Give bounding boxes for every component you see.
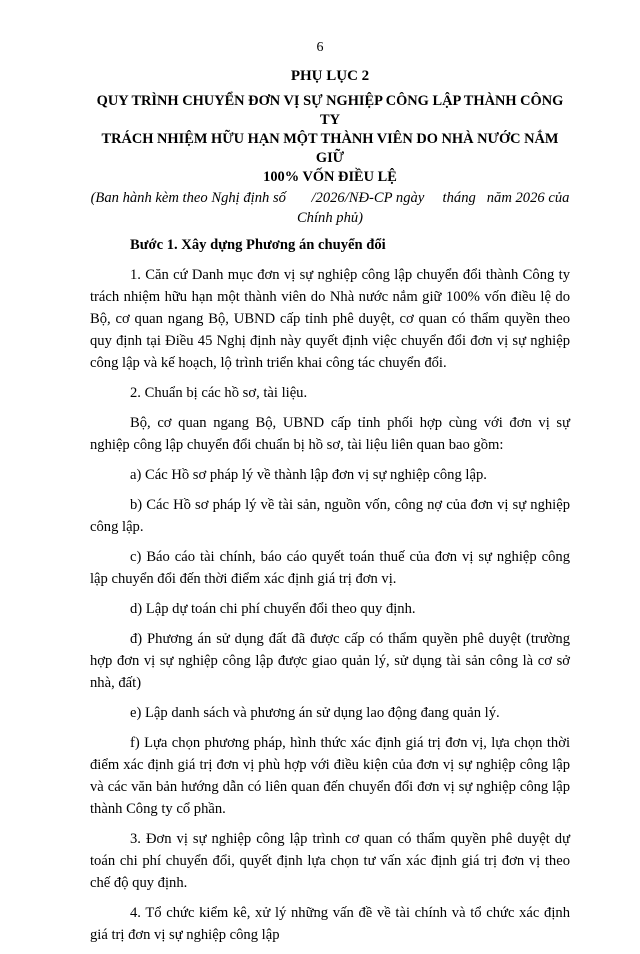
list-item-f: f) Lựa chọn phương pháp, hình thức xác định giá trị đơn vị, lựa chọn thời điểm xác định giá trị đơn vị phù hợp với điều kiện của đơn vị sự nghiệp công lập và các văn bản hướng dẫn có liên quan đến chuyển đổi đơn vị sự nghiệp công lập thành Công ty cổ phần.: [90, 735, 570, 817]
document-title-line-3: 100% VỐN ĐIỀU LỆ: [263, 169, 397, 185]
document-body: [90, 66, 570, 954]
list-item-c: c) Báo cáo tài chính, báo cáo quyết toán thuế của đơn vị sự nghiệp công lập chuyển đổi đến thời điểm xác định giá trị đơn vị.: [90, 549, 570, 587]
appendix-title: PHỤ LỤC 2: [290, 68, 370, 84]
step-heading: Bước 1. Xây dựng Phương án chuyển đổi: [130, 237, 386, 253]
list-item-d: d) Lập dự toán chi phí chuyển đổi theo quy định.: [130, 601, 416, 617]
paragraph-4: 3. Đơn vị sự nghiệp công lập trình cơ quan có thẩm quyền phê duyệt dự toán chi phí chuyển đổi, quyết định lựa chọn tư vấn xác định giá trị đơn vị theo chế độ quy định.: [90, 831, 570, 891]
paragraph-2: 2. Chuẩn bị các hồ sơ, tài liệu.: [130, 385, 308, 401]
issued-by-line-1: (Ban hành kèm theo Nghị định số /2026/NĐ-CP ngày tháng năm 2026 của: [90, 190, 570, 206]
document-title-line-1: QUY TRÌNH CHUYỂN ĐƠN VỊ SỰ NGHIỆP CÔNG LẬP THÀNH CÔNG TY: [96, 93, 564, 128]
paragraph-5: 4. Tổ chức kiểm kê, xử lý những vấn đề về tài chính và tổ chức xác định giá trị đơn vị sự nghiệp công lập: [90, 905, 570, 943]
paragraph-3: Bộ, cơ quan ngang Bộ, UBND cấp tỉnh phối hợp cùng với đơn vị sự nghiệp công lập chuyển đổi chuẩn bị hồ sơ, tài liệu liên quan bao gồm:: [90, 415, 570, 453]
list-item-e: e) Lập danh sách và phương án sử dụng lao động đang quản lý.: [130, 705, 500, 721]
list-item-a: a) Các Hồ sơ pháp lý về thành lập đơn vị sự nghiệp công lập.: [130, 467, 487, 483]
paragraph-1: 1. Căn cứ Danh mục đơn vị sự nghiệp công lập chuyển đổi thành Công ty trách nhiệm hữu hạn một thành viên do Nhà nước nắm giữ 100% vốn điều lệ do Bộ, cơ quan ngang Bộ, UBND cấp tỉnh phê duyệt, cơ quan có thẩm quyền theo quy định tại Điều 45 Nghị định này quyết định việc chuyển đổi đơn vị sự nghiệp công lập và kế hoạch, lộ trình triển khai công tác chuyển đổi.: [90, 267, 570, 371]
issued-by-line-2: Chính phủ): [296, 210, 364, 226]
list-item-dd: đ) Phương án sử dụng đất đã được cấp có thẩm quyền phê duyệt (trường hợp đơn vị sự nghiệp công lập được giao quản lý, sử dụng tài sản công là cơ sở nhà, đất): [90, 631, 570, 691]
page-number: 6: [316, 40, 324, 55]
document-title-line-2: TRÁCH NHIỆM HỮU HẠN MỘT THÀNH VIÊN DO NHÀ NƯỚC NẮM GIỮ: [101, 131, 559, 166]
issued-by-note: [90, 188, 570, 228]
list-item-b: b) Các Hồ sơ pháp lý về tài sản, nguồn vốn, công nợ của đơn vị sự nghiệp công lập.: [90, 497, 570, 535]
